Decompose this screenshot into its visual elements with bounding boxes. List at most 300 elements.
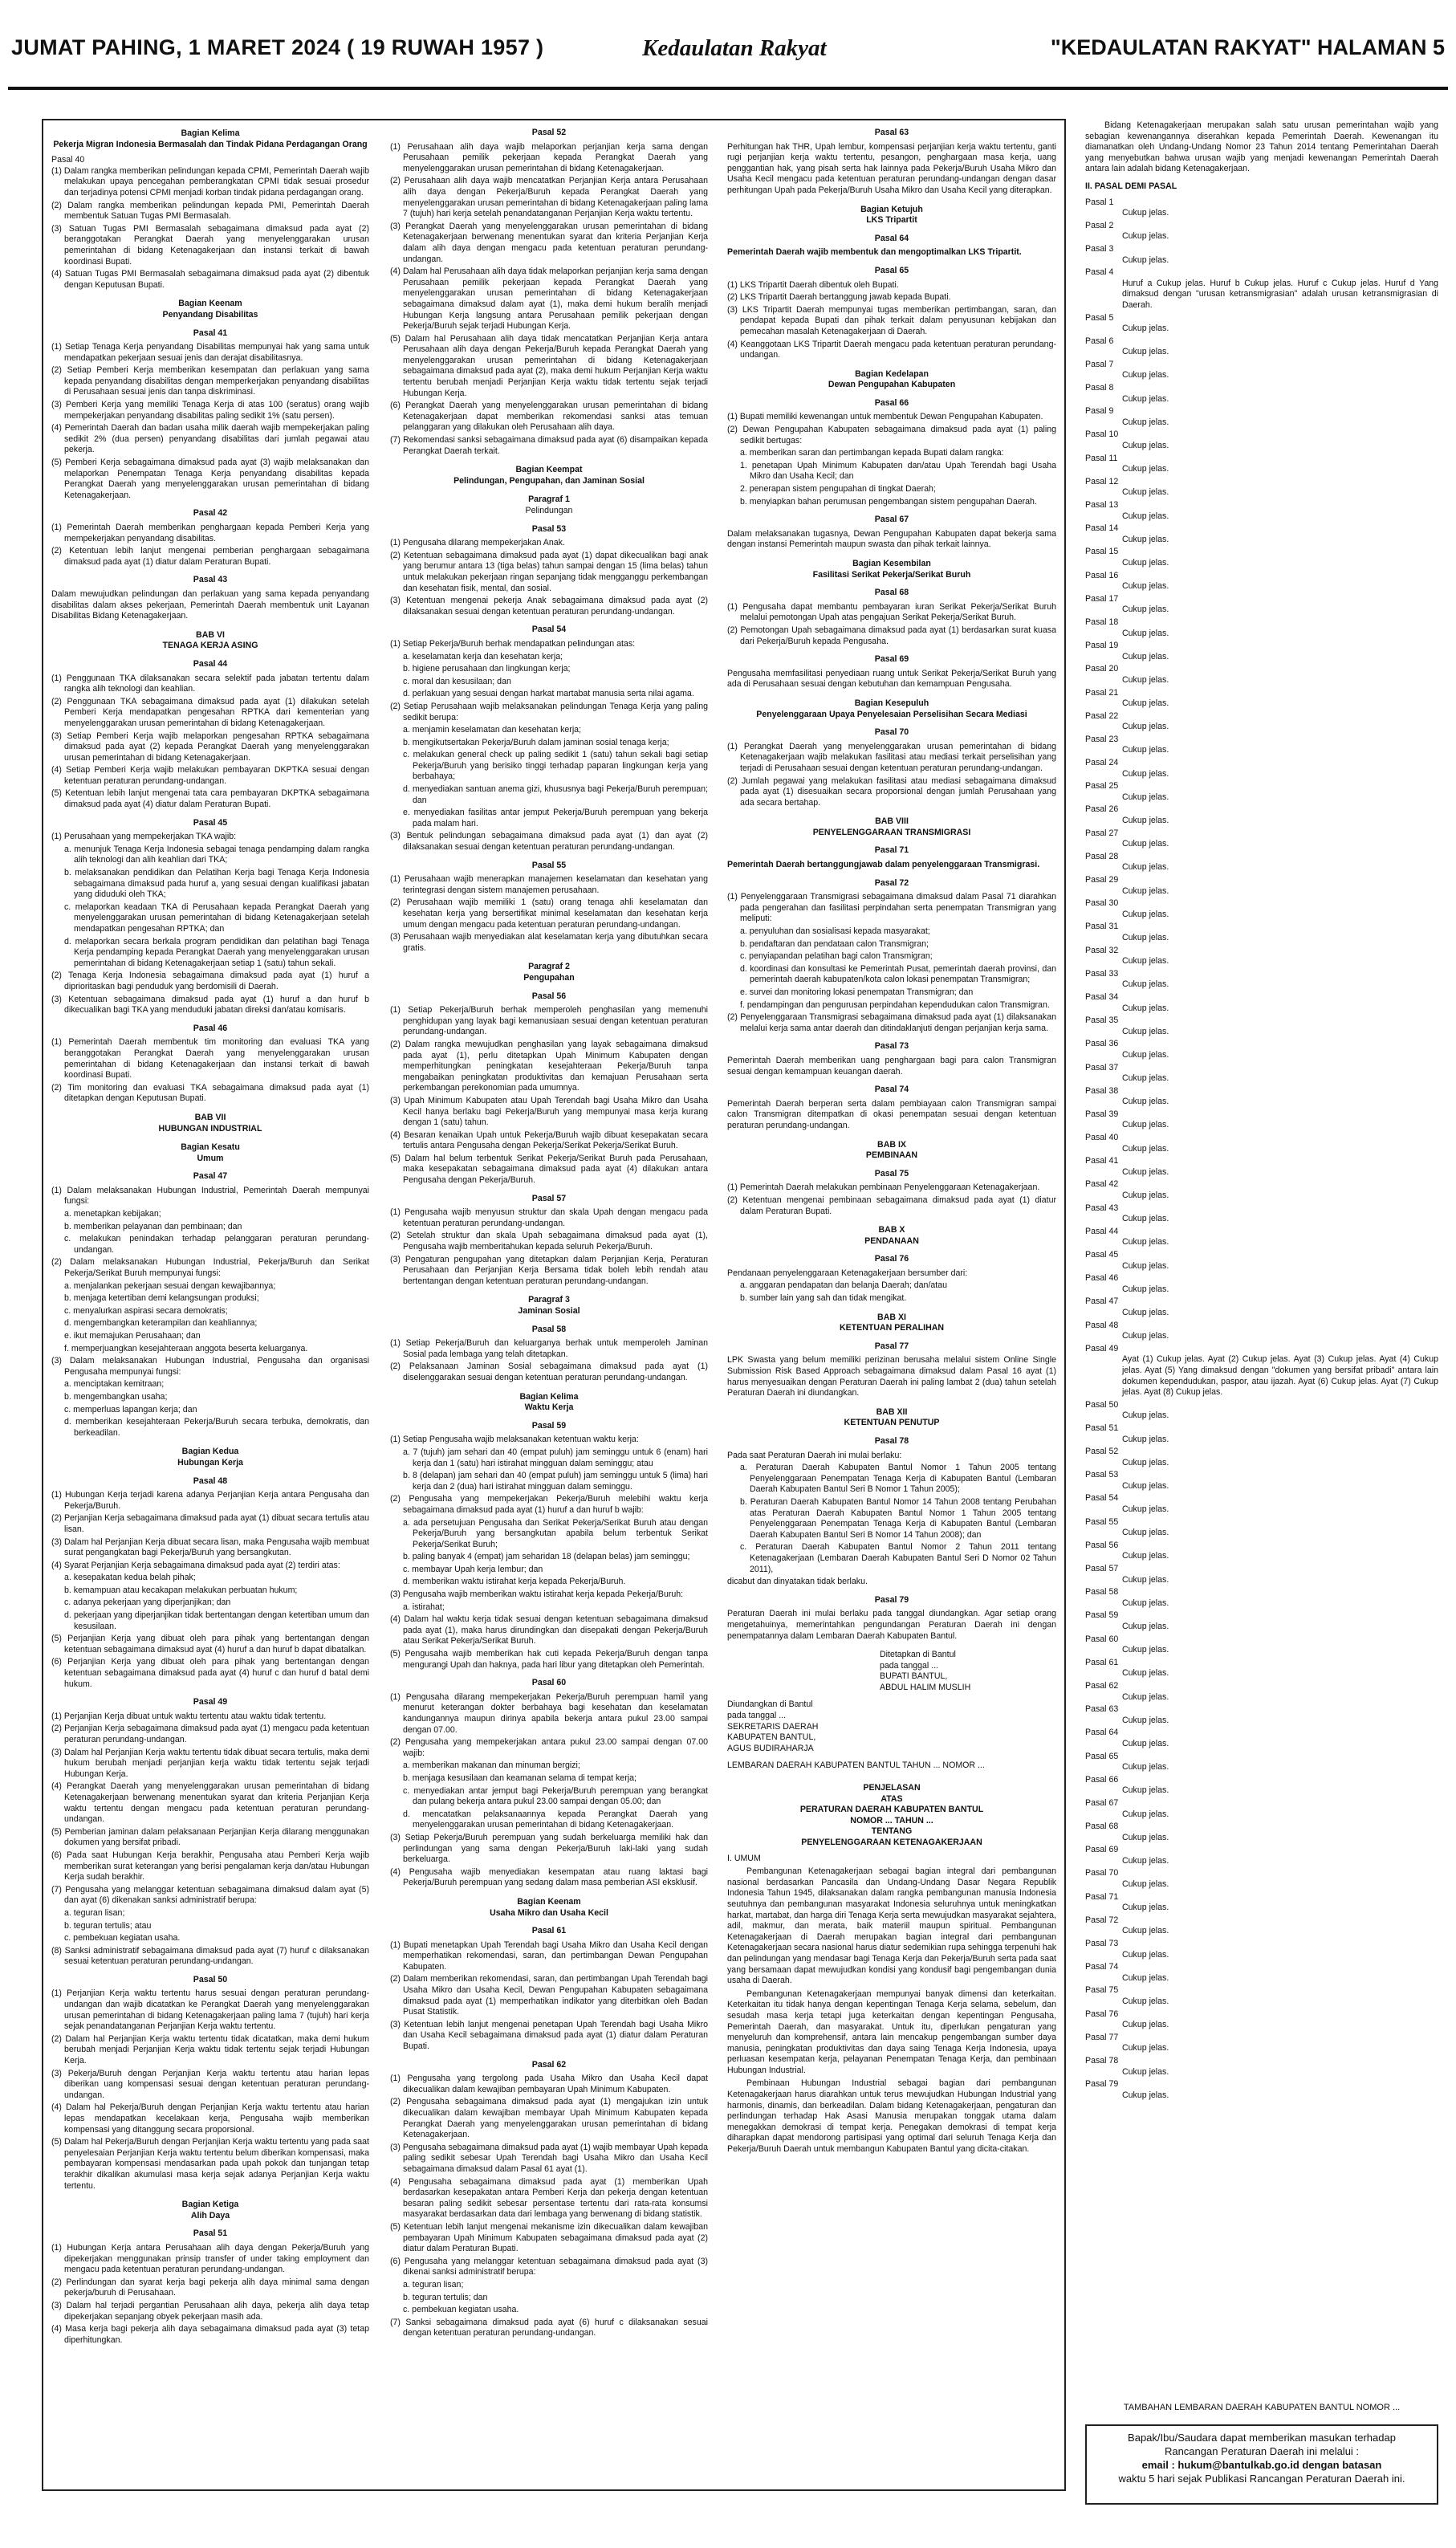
pasal-41-body [51,342,369,501]
pasal-explanation-item [1085,454,1438,475]
pasal-explanation-item [1085,828,1438,850]
text-line: (2) Penggunaan TKA sebagaimana dimaksud pada ayat (1) dilakukan setelah Pemberi Kerja mendapatkan pengesahan RPTKA dari kementerian yang menyelenggarakan urusan pemerintahan di bidang Ketenagakerjaan. [51,696,369,728]
pasal-explanation: Cukup jelas. [1122,1762,1169,1773]
text-line: e. survei dan monitoring lokasi penempatan Transmigran; dan [740,987,974,997]
pasal-explanation-item [1085,1564,1438,1585]
text-line: Pembangunan Ketenagakerjaan sebagai bagian integral dari pembangunan nasional berdasarkan Pancasila dan Undang-Undang Dasar Negara Republik Indonesia Tahun 1945, dilaksanakan dalam rangka pembangunan manusia Indonesia seutuhnya dan pembangunan masyarakat Indonesia seluruhnya untuk meningkatkan harkat, martabat, dan harga diri Tenaga Kerja serta mewujudkan masyarakat sejahtera, adil, makmur, dan merata, baik materiil maupun spiritual. Pembangunan Ketenagakerjaan di Daerah merupakan bagian integral dari pembangunan Ketenagakerjaan secara nasional harus diatur sedemikian rupa sehingga terpenuhi hak dan pelindungan yang mendasar bagi Tenaga Kerja dan Pekerja/Buruh serta pada saat yang bersamaan dapat mewujudkan kondisi yang kondusif bagi pengembangan dunia usaha di Daerah. [727,1866,1056,1986]
pasal-label: Pasal 17 [1085,593,1119,604]
pasal-explanation: Cukup jelas. [1122,2043,1169,2053]
text-line: (1) Bupati menetapkan Upah Terendah bagi Usaha Mikro dan Usaha Kecil dengan memperhatikan rekomendasi, saran, dan pertimbangan Dewan Pengupahan Kabupaten. [390,1939,708,1972]
pasal-explanation-item [1085,1517,1438,1539]
text-line: (6) Perangkat Daerah yang menyelenggarakan urusan pemerintahan di bidang Ketenagakerjaan dapat memberikan rekomendasi sanksi atas temuan pelanggaran yang dilakukan oleh Perusahaan alih daya. [390,401,708,433]
text-line: c. penyiapandan pelatihan bagi calon Transmigran; [740,951,933,962]
pasal-explanation-item [1085,406,1438,428]
text-line: (4) Keanggotaan LKS Tripartit Daerah mengacu pada ketentuan peraturan perundang-undangan. [727,339,1056,360]
text-line: dicabut dan dinyatakan tidak berlaku. [727,1577,868,1587]
pasal-explanation: Cukup jelas. [1122,1738,1169,1748]
text-line: c. membayar Upah kerja lembur; dan [403,1564,543,1574]
pasal-63-body: Perhitungan hak THR, Upah lembur, kompensasi perjanjian kerja waktu tertentu, ganti rugi perjanjian kerja waktu tertentu, pesangon, penghargaan masa kerja, uang penggantian hak, yang pisah serta hak lainnya pada Pekerja/Buruh Usaha Mikro dan Usaha Kecil mengacu pada ketentuan peraturan perundang-undangan dengan dasar perhitungan Upah pada Pekerja/Buruh Usaha Mikro dan Usaha Kecil yang diterapkan. [727,141,1056,195]
pasal-label: Pasal 46 [1085,1273,1119,1284]
pasal-explanation-item [1085,992,1438,1014]
pasal-explanation: Cukup jelas. [1122,1668,1169,1679]
text-line: b. teguran tertulis; dan [403,2292,488,2302]
pasal-explanation-item [1085,946,1438,967]
pasal-label: Pasal 26 [1085,804,1119,815]
pasal-explanation-item [1085,1541,1438,1562]
pasal-heading: Pasal 73 [874,1041,909,1052]
pasal-explanation-item [1085,1775,1438,1797]
section-heading: Bagian Kesepuluh Penyelenggaraan Upaya Penyelesaian Perselisihan Secara Mediasi [756,698,1027,719]
section-heading: Bagian Kesatu Umum [181,1142,240,1163]
pasal-47-body [51,1186,369,1439]
pasal-explanation: Cukup jelas. [1122,347,1169,357]
text-line: (3) LKS Tripartit Daerah mempunyai tugas memberikan pertimbangan, saran, dan pendapat kepada Bupati dan pihak terkait dalam penyusunan kebijakan dan pemecahan masalah Ketenagakerjaan di Daerah. [727,304,1056,336]
text-line: (2) Dalam rangka memberikan pelindungan kepada PMI, Pemerintah Daerah membentuk Satuan Tugas PMI Bermasalah. [51,200,369,222]
pasal-explanation-item [1085,688,1438,710]
text-line: (7) Rekomendasi sanksi sebagaimana dimaksud pada ayat (6) disampaikan kepada Perangkat Daerah terkait. [390,435,708,456]
text-line: b. paling banyak 4 (empat) jam seharidan 18 (delapan belas) jam seminggu; [403,1552,690,1562]
text-line: (3) Dalam hal Perjanjian Kerja dibuat secara lisan, maka Pengusaha wajib membuat surat pengangkatan bagi Pekerja/Buruh yang bersangkutan. [51,1537,369,1558]
text-line: c. pembekuan kegiatan usaha. [403,2305,519,2315]
text-line: (3) Upah Minimum Kabupaten atau Upah Terendah bagi Usaha Mikro dan Usaha Kecil hanya berlaku bagi Pekerja/Buruh yang mempunyai masa kerja kurang dengan 1 (satu) tahun. [390,1095,708,1128]
pasal-explanation-item [1085,1752,1438,1773]
section-heading: Bagian Keenam Penyandang Disabilitas [162,299,258,320]
pasal-explanation-item [1085,664,1438,686]
pasal-heading: Pasal 63 [874,128,909,137]
pasal-explanation: Cukup jelas. [1122,768,1169,779]
text-line: a. menjalankan pekerjaan sesuai dengan kewajibannya; [64,1280,276,1291]
pasal-heading: Pasal 58 [531,1324,567,1334]
text-line: (3) Ketentuan mengenai pekerja Anak sebagaimana dimaksud pada ayat (2) dilaksanakan sesuai dengan ketentuan peraturan perundang-undangan. [390,596,708,617]
pasal-label: Pasal 3 [1085,243,1114,254]
text-line: (1) Pengusaha dilarang mempekerjakan Pekerja/Buruh perempuan hamil yang menurut keterangan dokter berbahaya bagi kesehatan dan keselamatan kandungannya maupun dirinya apabila bekerja antara pukul 23.00 sampai dengan 07.00. [390,1691,708,1735]
pasal-explanation-item [1085,781,1438,803]
pasal-label: Pasal 77 [1085,2032,1119,2042]
pasal-explanation-item [1085,197,1438,219]
pasal-explanation: Cukup jelas. [1122,674,1169,685]
pasal-explanation: Cukup jelas. [1122,487,1169,498]
text-line: Pada saat Peraturan Daerah ini mulai berlaku: [727,1450,902,1460]
pasal-label: Pasal 44 [1085,1226,1119,1236]
pasal-heading: Pasal 43 [193,575,228,585]
paragraph-heading: Paragraf 3 Jaminan Sosial [518,1295,580,1316]
pasal-explanation: Cukup jelas. [1122,1003,1169,1013]
pasal-explanation-item [1085,547,1438,568]
text-line: a. teguran lisan; [64,1907,125,1918]
pasal-label: Pasal 33 [1085,968,1119,979]
text-line: (2) Perlindungan dan syarat kerja bagi pekerja alih daya minimal sama dengan pekerja/buruh di Perusahaan. [51,2277,369,2298]
pasal-55-body [390,874,708,954]
pasal-heading: Pasal 64 [874,233,909,243]
text-line: (5) Perjanjian Kerja yang dibuat oleh para pihak yang bertentangan dengan ketentuan sebagaimana dimaksud ayat (4) huruf a dan huruf b dapat dibatalkan. [51,1634,369,1655]
pasal-explanation: Cukup jelas. [1122,1214,1169,1224]
pasal-explanation-item [1085,1681,1438,1703]
pasal-explanation: Cukup jelas. [1122,1926,1169,1936]
text-line: d. melaporkan secara berkala program pendidikan dan pelatihan bagi Tenaga Kerja pendamping kepada Perangkat Daerah yang menyelenggarakan urusan pemerintahan di bidang Ketenagakerjaan setiap 1 (satu) tahun sekali. [64,936,369,968]
pasal-explanation-item [1085,244,1438,266]
pasal-label: Pasal 36 [1085,1039,1119,1049]
pasal-demi-pasal-list [1085,197,1438,2102]
pasal-heading: Pasal 56 [531,991,567,1001]
text-line: (2) Dalam memberikan rekomendasi, saran, dan pertimbangan Upah Terendah bagi Usaha Mikro dan Usaha Kecil, Dewan Pengupahan Kabupaten sebagaimana dimaksud pada ayat (1) memperhatikan indikator yang diterbitkan oleh Badan Pusat Statistik. [390,1974,708,2017]
pasal-explanation: Cukup jelas. [1122,1331,1169,1341]
text-line: a. menjamin keselamatan dan kesehatan kerja; [403,725,582,735]
pasal-explanation: Cukup jelas. [1122,417,1169,427]
text-line: PERATURAN DAERAH KABUPATEN BANTUL [799,1805,984,1815]
text-line: (1) Setiap Pekerja/Buruh berhak memperoleh penghasilan yang memenuhi penghidupan yang layak bagi kemanusiaan sesuai dengan ketentuan peraturan perundang-undangan. [390,1005,708,1037]
pasal-label: Pasal 20 [1085,664,1119,674]
text-line: Diundangkan di Bantul [727,1699,813,1710]
text-line: (3) Pekerja/Buruh dengan Perjanjian Kerja waktu tertentu atau harian lepas diberikan uang kompensasi sesuai dengan ketentuan peraturan perundang-undangan. [51,2068,369,2100]
pasal-44-body [51,674,369,811]
text-line: Pendanaan penyelenggaraan Ketenagakerjaan bersumber dari: [727,1268,968,1278]
pasal-label: Pasal 31 [1085,922,1119,932]
text-line: (1) Pemerintah Daerah memberikan penghargaan kepada Pemberi Kerja yang mempekerjakan penyandang disabilitas. [51,523,369,543]
text-line: d. perlakuan yang sesuai dengan harkat martabat manusia serta nilai agama. [403,689,694,699]
pasal-explanation: Cukup jelas. [1122,370,1169,381]
text-line: (8) Sanksi administratif sebagaimana dimaksud pada ayat (7) huruf c dilaksanakan sesuai ketentuan peraturan perundang-undangan. [51,1945,369,1967]
text-line: (3) Bentuk pelindungan sebagaimana dimaksud pada ayat (1) dan ayat (2) dilaksanakan sesuai dengan ketentuan peraturan perundang-undangan. [390,831,708,853]
pasal-explanation: Cukup jelas. [1122,254,1169,265]
pasal-explanation: Cukup jelas. [1122,581,1169,592]
pasal-label: Pasal 24 [1085,758,1119,768]
text-line: (4) Satuan Tugas PMI Bermasalah sebagaimana dimaksud pada ayat (2) dibentuk dengan Keputusan Bupati. [51,269,369,290]
text-line: (1) Pemerintah Daerah membentuk tim monitoring dan evaluasi TKA yang beranggotakan Perangkat Daerah yang menyelenggarakan urusan pemerintahan di bidang Ketenagakerjaan dan instansi terkait di bawah koordinasi Bupati. [51,1037,369,1081]
text-line: ABDUL HALIM MUSLIH [880,1682,971,1692]
pasal-heading: Pasal 71 [874,845,909,856]
umum-label: I. UMUM [727,1853,761,1863]
text-line: (2) Pengusaha yang mempekerjakan antara pukul 23.00 sampai dengan 07.00 wajib: [390,1737,708,1758]
pasal-explanation: Cukup jelas. [1122,1049,1169,1060]
pasal-label: Pasal 53 [1085,1470,1119,1480]
pasal-explanation: Cukup jelas. [1122,1715,1169,1725]
text-line: (4) Pemerintah Daerah dan badan usaha milik daerah wajib mempekerjakan paling sedikit 2% (dua persen) penyandang disabilitas dari jumlah pegawai atau pekerja. [51,423,369,455]
pasal-explanation-item [1085,1423,1438,1445]
pasal-heading: Pasal 45 [193,817,228,828]
text-line: b. mengikutsertakan Pekerja/Buruh dalam jaminan sosial tenaga kerja; [403,737,669,747]
pasal-explanation-item [1085,922,1438,943]
pasal-78-body [727,1451,1056,1588]
column-2 [390,120,708,2341]
pasal-53-body [390,538,708,617]
text-line: (2) Tenaga Kerja Indonesia sebagaimana dimaksud pada ayat (1) huruf a diprioritaskan bagi penduduk yang berdomisili di Daerah. [51,971,369,991]
pasal-explanation: Cukup jelas. [1122,1480,1169,1491]
text-line: a. penyuluhan dan sosialisasi kepada masyarakat; [740,926,930,937]
pasal-explanation: Cukup jelas. [1122,1879,1169,1890]
pasal-heading: Pasal 66 [874,397,909,408]
text-line: b. kemampuan atau kecakapan melakukan perbuatan hukum; [64,1585,298,1595]
pasal-explanation: Cukup jelas. [1122,464,1169,474]
text-line: e. ikut memajukan Perusahaan; dan [64,1331,201,1341]
text-line: (3) Perusahaan wajib menyediakan alat keselamatan kerja yang dibutuhkan secara gratis. [390,932,708,953]
text-line: (3) Setiap Pekerja/Buruh perempuan yang sudah berkeluarga memiliki hak dan perlindungan yang sama dengan Pekerja/Buruh laki-laki yang sudah berkeluarga. [390,1832,708,1865]
section-heading: Bagian Kedelapan Dewan Pengupahan Kabupaten [828,368,956,390]
text-line: (2) Tim monitoring dan evaluasi TKA sebagaimana dimaksud pada ayat (1) ditetapkan dengan Keputusan Bupati. [51,1082,369,1104]
text-line: KABUPATEN BANTUL, [727,1732,816,1743]
pasal-heading: Pasal 55 [531,860,567,870]
pasal-explanation: Cukup jelas. [1122,441,1169,451]
pasal-label: Pasal 64 [1085,1728,1119,1738]
pasal-60-body [390,1692,708,1889]
text-line: a. keselamatan kerja dan kesehatan kerja; [403,651,563,661]
text-line: pada tanggal ... [727,1711,787,1721]
tambahan-lembaran: TAMBAHAN LEMBARAN DAERAH KABUPATEN BANTUL NOMOR ... [1123,2403,1401,2412]
pasal-explanation-item [1085,1344,1438,1398]
pasal-43-body: Dalam mewujudkan pelindungan dan perlakuan yang sama kepada penyandang disabilitas dalam akses pekerjaan, Pemerintah Daerah membentuk unit Layanan Disabilitas Bidang Ketenagakerjaan. [51,588,369,621]
text-line: (4) Setiap Pemberi Kerja wajib melakukan pembayaran DKPTKA sesuai dengan ketentuan peraturan perundang-undangan. [51,765,369,786]
pasal-explanation-item [1085,1250,1438,1272]
text-line: (1) Setiap Tenaga Kerja penyandang Disabilitas mempunyai hak yang sama untuk mendapatkan pekerjaan sesuai jenis dan derajat disabilitasnya. [51,342,369,363]
pasal-label: Pasal 71 [1085,1891,1119,1902]
text-line: (2) Ketentuan sebagaimana dimaksud pada ayat (1) dapat dikecualikan bagi anak yang berumur antara 13 (tiga belas) tahun sampai dengan 15 (lima belas) tahun untuk melakukan pekerjaan ringan sepanjang tidak mengganggu perkembangan dan kesehatan fisik, mental, dan sosial. [390,550,708,593]
text-line: e. menyediakan fasilitas antar jemput Pekerja/Buruh perempuan yang bekerja pada malam hari. [403,808,708,828]
pasal-explanation: Cukup jelas. [1122,1903,1169,1913]
pasal-heading: Pasal 61 [531,1926,567,1936]
pasal-explanation: Cukup jelas. [1122,1809,1169,1819]
pasal-heading: Pasal 42 [193,508,228,519]
pasal-label: Pasal 2 [1085,220,1114,230]
pasal-62-body [390,2074,708,2339]
pasal-label: Pasal 51 [1085,1423,1119,1433]
pasal-69-body: Pengusaha memfasilitasi penyediaan ruang untuk Serikat Pekerja/Serikat Buruh yang ada di Perusahaan sesuai dengan kebutuhan dan kemampuan Pengusaha. [727,668,1056,690]
pasal-explanation-item [1085,594,1438,616]
text-line: (3) Pengusaha sebagaimana dimaksud pada ayat (1) wajib membayar Upah kepada paling sedikit sebesar Upah Terendah bagi Usaha Mikro dan Usaha Kecil sebagaimana dimaksud dalam Pasal 61 ayat (1). [390,2142,708,2174]
pasal-label: Pasal 23 [1085,734,1119,744]
pasal-label: Pasal 49 [1085,1343,1119,1353]
text-line: b. melaksanakan pendidikan dan Pelatihan Kerja bagi Tenaga Kerja Indonesia sebagaimana dimaksud pada huruf a, yang sesuai dengan kualifikasi jabatan yang diduduki oleh TKA; [64,868,369,900]
text-line: (6) Perjanjian Kerja yang dibuat oleh para pihak yang bertentangan dengan ketentuan sebagaimana dimaksud pada ayat (4) huruf c dan huruf d batal demi hukum. [51,1657,369,1689]
notice-line-1: Bapak/Ibu/Saudara dapat memberikan masukan terhadap [1128,2432,1396,2444]
text-line: (1) Pengusaha dilarang mempekerjakan Anak. [390,538,565,548]
pasal-77-body: LPK Swasta yang belum memiliki perizinan berusaha melalui sistem Online Single Submission Risk Based Approach sebagaimana dimaksud dalam Pasal 16 ayat (1) harus menyesuaikan dengan Peraturan Daerah ini paling lambat 2 (dua) tahun setelah Peraturan Daerah ini diundangkan. [727,1355,1056,1398]
pasal-explanation: Cukup jelas. [1122,2090,1169,2100]
pasal-explanation: Cukup jelas. [1122,1551,1169,1561]
pasal-explanation-item [1085,1868,1438,1890]
pasal-label: Pasal 4 [1085,267,1114,278]
pasal-explanation: Cukup jelas. [1122,1832,1169,1842]
pasal-66-body [727,412,1056,507]
pasal-explanation-item [1085,1728,1438,1749]
text-line: (2) Perjanjian Kerja sebagaimana dimaksud pada ayat (1) mengacu pada ketentuan peraturan perundang-undangan. [51,1724,369,1744]
pasal-explanation: Cukup jelas. [1122,2020,1169,2030]
pasal-explanation-item [1085,641,1438,662]
pasal-explanation-item [1085,1086,1438,1108]
pasal-explanation: Cukup jelas. [1122,1237,1169,1248]
text-line: (1) Pemerintah Daerah melakukan pembinaan Penyelenggaraan Ketenagakerjaan. [727,1182,1040,1193]
text-line: d. pekerjaan yang diperjanjikan tidak bertentangan dengan ketertiban umum dan kesusilaan. [64,1610,369,1631]
pasal-explanation-item [1085,1985,1438,2007]
text-line: (1) Setiap Pekerja/Buruh dan keluarganya berhak untuk memperoleh Jaminan Sosial pada lembaga yang telah ditetapkan. [390,1338,708,1359]
pasal-label: Pasal 79 [1085,2079,1119,2090]
pasal-explanation-item [1085,1821,1438,1843]
pasal-label: Pasal 14 [1085,523,1119,534]
pasal-heading: Pasal 68 [874,588,909,598]
pasal-explanation-item [1085,1063,1438,1085]
pasal-explanation-item [1085,898,1438,920]
pasal-label: Pasal 74 [1085,1962,1119,1972]
pasal-64-body: Pemerintah Daerah wajib membentuk dan mengoptimalkan LKS Tripartit. [727,247,1022,258]
text-line: PENYELENGGARAAN KETENAGAKERJAAN [801,1838,982,1847]
pasal-explanation-item [1085,1610,1438,1632]
pasal-label: Pasal 61 [1085,1657,1119,1667]
text-line: b. higiene perusahaan dan lingkungan kerja; [403,664,571,674]
text-line: (3) Pengusaha wajib memberikan waktu istirahat kerja kepada Pekerja/Buruh: [390,1589,684,1600]
text-line: (3) Dalam hal terjadi pergantian Perusahaan alih daya, pekerja alih daya tetap dipekerjakan sepanjang obyek pekerjaan masih ada. [51,2300,369,2322]
pasal-label: Pasal 15 [1085,547,1119,557]
text-line: (2) Penyelenggaraan Transmigrasi sebagaimana dimaksud pada ayat (1) dilaksanakan melalui kerja sama antar daerah dan ditindaklanjuti dengan perjanjian kerja sama. [727,1012,1056,1033]
pasal-label: Pasal 39 [1085,1109,1119,1119]
pasal-explanation: Cukup jelas. [1122,839,1169,849]
text-line: c. memperluas lapangan kerja; dan [64,1404,197,1414]
text-line: SEKRETARIS DAERAH [727,1721,819,1732]
pasal-heading: Pasal 79 [874,1594,909,1605]
pasal-explanation: Cukup jelas. [1122,1026,1169,1036]
text-line: (3) Ketentuan lebih lanjut mengenai penetapan Upah Terendah bagi Usaha Mikro dan Usaha Kecil sebagaimana dimaksud pada ayat (1) diatur dalam Peraturan Bupati. [390,2019,708,2052]
text-line: (7) Sanksi sebagaimana dimaksud pada ayat (6) huruf c dilaksanakan sesuai dengan ketentuan peraturan perundang-undangan. [390,2317,708,2338]
pasal-label: Pasal 35 [1085,1016,1119,1026]
text-line: d. memberikan waktu istirahat kerja kepada Pekerja/Buruh. [403,1577,626,1587]
pasal-explanation-item [1085,1400,1438,1422]
text-line: (1) Perangkat Daerah yang menyelenggarakan urusan pemerintahan di bidang Ketenagakerjaan wajib melakukan fasilitasi atau mediasi terkait perselisihan yang terjadi di Perusahaan sesuai dengan ketentuan peraturan perundang-undangan. [727,741,1056,773]
text-line: c. adanya pekerjaan yang diperjanjikan; dan [64,1598,231,1608]
pasal-56-body [390,1005,708,1186]
pasal-explanation: Cukup jelas. [1122,722,1169,732]
pasal-explanation: Cukup jelas. [1122,1457,1169,1467]
text-line: (2) Perjanjian Kerja sebagaimana dimaksud pada ayat (1) dibuat secara tertulis atau lisan. [51,1513,369,1534]
pasal-explanation-item [1085,1227,1438,1248]
text-line: (4) Pengusaha sebagaimana dimaksud pada ayat (1) memberikan Upah berdasarkan kesepakatan antara Pemberi Kerja dan pekerja dengan ketentuan besaran paling sedikit sebesar persentase tertentu dari rata-rata konsumsi masyarakat berdasarkan data dari lembaga yang berwenang di bidang statistik. [390,2176,708,2220]
pasal-explanation-item [1085,1447,1438,1468]
text-line: c. moral dan kesusilaan; dan [403,676,511,686]
text-line: (5) Pemberian jaminan dalam pelaksanaan Perjanjian Kerja dilarang menggunakan dokumen yang bersifat pribadi. [51,1826,369,1848]
text-line: (6) Pengusaha yang melanggar ketentuan sebagaimana dimaksud pada ayat (3) dikenai sanksi administratif berupa: [390,2256,708,2277]
text-line: (1) Hubungan Kerja terjadi karena adanya Perjanjian Kerja antara Pengusaha dan Pekerja/Buruh. [51,1490,369,1511]
text-line: (2) Pelaksanaan Jaminan Sosial sebagaimana dimaksud pada ayat (1) diselenggarakan sesuai dengan ketentuan peraturan perundang-undangan. [390,1362,708,1382]
text-line: b. menjaga kesusilaan dan keamanan selama di tempat kerja; [403,1773,636,1783]
text-line: (3) Ketentuan sebagaimana dimaksud pada ayat (1) huruf a dan huruf b dikecualikan bagi TKA yang menduduki jabatan direksi dan/atau komisaris. [51,994,369,1016]
text-line: (3) Perangkat Daerah yang menyelenggarakan urusan pemerintahan di bidang Ketenagakerjaan berwenang menentukan syarat dan kriteria Perjanjian Kerja dalam alih daya dengan mengacu pada ketentuan peraturan perundang-undangan. [390,221,708,264]
pasal-explanation-item [1085,875,1438,897]
pasal-label: Pasal 32 [1085,945,1119,955]
text-line: (7) Pengusaha yang melanggar ketentuan sebagaimana dimaksud dalam ayat (5) dan ayat (6) dikenakan sanksi administratif berupa: [51,1884,369,1906]
text-line: b. mengembangkan usaha; [64,1391,168,1402]
pasal-49-body [51,1712,369,1968]
text-line: b. sumber lain yang sah dan tidak mengikat. [740,1293,907,1304]
pasal-explanation: Cukup jelas. [1122,1260,1169,1271]
pasal-explanation: Cukup jelas. [1122,816,1169,826]
pasal-label: Pasal 38 [1085,1085,1119,1096]
text-line: c. melaporkan keadaan TKA di Perusahaan kepada Perangkat Daerah yang menyelenggarakan urusan pemerintahan di bidang Ketenagakerjaan setelah mendapatkan pengesahan RPTKA; dan [64,902,369,934]
section-heading: Bagian Keempat Pelindungan, Pengupahan, dan Jaminan Sosial [453,465,645,486]
pasal-explanation: Cukup jelas. [1122,628,1169,638]
text-line: (4) Syarat Perjanjian Kerja sebagaimana dimaksud pada ayat (2) terdiri atas: [51,1560,340,1570]
text-line: (5) Pemberi Kerja sebagaimana dimaksud pada ayat (3) wajib melaksanakan dan melaporkan Penempatan Tenaga Kerja penyandang disabilitas kepada Perangkat Daerah yang menyelenggarakan urusan pemerintahan di bidang Ketenagakerjaan. [51,458,369,500]
text-line: (2) Pengusaha sebagaimana dimaksud pada ayat (1) mengajukan izin untuk dikecualikan dalam kewajiban membayar Upah Minimum Kabupaten kepada Perangkat Daerah yang menyelenggarakan urusan pemerintahan di bidang Ketenagakerjaan. [390,2097,708,2140]
pasal-heading: Pasal 44 [193,658,228,669]
pasal-explanation: Cukup jelas. [1122,651,1169,661]
text-line: a. ada persetujuan Pengusaha dan Serikat Pekerja/Serikat Buruh atau dengan Pekerja/Buruh yang bersangkutan apabila belum terbentuk Serikat Pekerja/Serikat Buruh; [403,1517,708,1549]
text-line: (3) Pengaturan pengupahan yang ditetapkan dalam Perjanjian Kerja, Peraturan Perusahaan dan Perjanjian Kerja Bersama tidak boleh lebih rendah atau bertentangan dengan ketentuan peraturan perundang-undangan. [390,1254,708,1286]
text-line: (1) Setiap Pengusaha wajib melaksanakan ketentuan waktu kerja: [390,1435,639,1445]
text-line: NOMOR ... TAHUN ... [850,1815,933,1826]
pasal-label: Pasal 19 [1085,641,1119,651]
pasal-explanation: Cukup jelas. [1122,1307,1169,1317]
text-line: Pembangunan Ketenagakerjaan mempunyai banyak dimensi dan keterkaitan. Keterkaitan itu tidak hanya dengan kepentingan Tenaga Kerja selama, sebelum, dan sesudah masa kerja tetapi juga keterkaitan dengan kepentingan Pengusaha, Pemerintah Daerah, dan masyarakat. Untuk itu, diperlukan pengaturan yang menyeluruh dan komprehensif, antara lain mencakup pengembangan sumber daya manusia, peningkatan produktivitas dan daya saing Tenaga Kerja Indonesia, upaya perluasan kesempatan kerja, pelayanan Penempatan Tenaga Kerja, dan pembinaan Hubungan Industrial. [727,1988,1056,2075]
pasal-explanation: Cukup jelas. [1122,1434,1169,1444]
text-line: (1) Pengusaha dapat membantu pembayaran iuran Serikat Pekerja/Serikat Buruh melalui pemotongan Upah atas pengajuan Serikat Pekerja/Serikat Buruh. [727,601,1056,623]
pasal-label: Pasal 63 [1085,1704,1119,1715]
pasal-explanation-item [1085,852,1438,873]
pasal-explanation-item [1085,2009,1438,2031]
pasal-explanation: Cukup jelas. [1122,932,1169,942]
text-line: (2) Dalam hal Perjanjian Kerja waktu tertentu tidak dicatatkan, maka demi hukum berubah menjadi Perjanjian Kerja waktu tidak tertentu sejak terjadi Hubungan Kerja. [51,2033,369,2066]
section-heading: Bagian Kelima Waktu Kerja [519,1391,579,1413]
text-line: a. 7 (tujuh) jam sehari dan 40 (empat puluh) jam seminggu untuk 6 (enam) hari kerja dan 1 (satu) hari istirahat mingguan dalam seminggu; atau [403,1447,708,1468]
chapter-heading: BAB X PENDANAAN [864,1225,919,1246]
text-line: (2) Dewan Pengupahan Kabupaten sebagaimana dimaksud pada ayat (1) paling sedikit bertugas: [727,425,1056,446]
pasal-explanation: Cukup jelas. [1122,909,1169,919]
pasal-explanation: Cukup jelas. [1122,1622,1169,1631]
pasal-heading: Pasal 77 [874,1341,909,1351]
notice-line-4: waktu 5 hari sejak Publikasi Rancangan Peraturan Daerah ini. [1118,2473,1405,2485]
pasal-label: Pasal 29 [1085,875,1119,885]
text-line: b. 8 (delapan) jam sehari dan 40 (empat puluh) jam seminggu untuk 5 (lima) hari kerja dan 2 (dua) hari istirahat mingguan dalam seminggu. [403,1471,708,1492]
text-line: f. memperjuangkan kesejahteraan anggota beserta keluarganya. [64,1343,308,1353]
pasal-label: Pasal 68 [1085,1821,1119,1832]
pasal-explanation-item [1085,1470,1438,1492]
chapter-heading: BAB IX PEMBINAAN [865,1139,918,1161]
text-line: (1) Perjanjian Kerja waktu tertentu harus sesuai dengan peraturan perundang-undangan dan wajib dicatatkan ke Perangkat Daerah yang menyelenggarakan urusan pemerintahan di bidang Ketenagakerjaan paling lama 7 (tujuh) hari kerja sejak penandatanganan Perjanjian Kerja waktu tertentu. [51,1988,369,2032]
page-header [0,0,1456,90]
chapter-heading: BAB XI KETENTUAN PERALIHAN [839,1312,945,1333]
pasal-label: Pasal 30 [1085,898,1119,909]
pasal-57-body [390,1207,708,1287]
text-line: (1) Perusahaan alih daya wajib melaporkan perjanjian kerja sama dengan Perusahaan pemilik pekerjaan kepada Perangkat Daerah yang menyelenggarakan urusan pemerintahan di bidang Ketenagakerjaan. [390,141,708,173]
text-line: (5) Ketentuan lebih lanjut mengenai mekanisme izin dikecualikan dalam kewajiban pembayaran Upah Minimum Kabupaten sebagaimana dimaksud pada ayat (2) diatur dalam Peraturan Bupati. [390,2221,708,2254]
paragraph-heading: Paragraf 2 Pengupahan [523,962,575,983]
paragraph-heading: Paragraf 1 Pelindungan [525,495,573,515]
pasal-label: Pasal 48 [1085,1320,1119,1330]
pasal-explanation-item [1085,383,1438,405]
text-line: b. teguran tertulis; atau [64,1920,152,1931]
pasal-68-body [727,602,1056,647]
header-rule [8,87,1448,90]
pasal-label: Pasal 70 [1085,1868,1119,1878]
pasal-explanation: Huruf a Cukup jelas. Huruf b Cukup jelas. Huruf c Cukup jelas. Huruf d Yang dimaksud dengan "urusan ketransmigrasian" adalah urusan ketransmigrasian di Daerah. [1122,278,1438,310]
umum-continued: Bidang Ketenagakerjaan merupakan salah satu urusan pemerintahan wajib yang sebagian kewenangannya diserahkan kepada Pemerintah Daerah. Kewenangan itu diamanatkan oleh Undang-Undang Nomor 23 Tahun 2014 tentang Pemerintahan Daerah yang menyebutkan bahwa urusan wajib yang menjadi kewenangan Pemerintah Daerah antara lain adalah bidang Ketenagakerjaan. [1085,120,1438,174]
pasal-explanation-item [1085,221,1438,242]
pasal-heading: Pasal 76 [874,1254,909,1264]
pasal-explanation: Cukup jelas. [1122,885,1169,896]
public-input-notice [1085,2424,1438,2505]
notice-email[interactable]: email : hukum@bantulkab.go.id dengan batasan [1141,2459,1382,2471]
text-line: a. menetapkan kebijakan; [64,1209,161,1219]
text-line: (2) Setiap Perusahaan wajib melaksanakan pelindungan Tenaga Kerja yang paling sedikit berupa: [390,701,708,722]
pasal-heading: Pasal 67 [874,515,909,525]
text-line: (2) Pengusaha yang mempekerjakan Pekerja/Buruh melebihi waktu kerja sebagaimana dimaksud pada ayat (1) huruf a dan huruf b wajib: [390,1494,708,1515]
text-line: a. anggaran pendapatan dan belanja Daerah; dan/atau [740,1280,948,1291]
pasal-42-body [51,523,369,568]
pasal-75-body [727,1182,1056,1217]
text-line: a. menunjuk Tenaga Kerja Indonesia sebagai tenaga pendamping dalam rangka alih teknologi dan alih keahlian dari TKA; [64,844,369,865]
text-line: a. teguran lisan; [403,2279,464,2290]
text-line: c. pembekuan kegiatan usaha. [64,1933,181,1944]
pasal-explanation: Cukup jelas. [1122,324,1169,334]
text-line: (1) Dalam rangka memberikan pelindungan kepada CPMI, Pemerintah Daerah wajib melakukan upaya pencegahan pemberangkatan CPMI tidak sesuai prosedur dan terjadinya potensi CPMI menjadi korban tindak pidana perdagangan orang. [51,165,369,197]
pasal-67-body: Dalam melaksanakan tugasnya, Dewan Pengupahan Kabupaten dapat bekerja sama dengan instansi Pemerintah maupun swasta dan pihak terkait lainnya. [727,528,1056,550]
text-line: d. mengembangkan keterampilan dan keahliannya; [64,1318,258,1329]
pasal-heading: Pasal 60 [531,1678,567,1688]
